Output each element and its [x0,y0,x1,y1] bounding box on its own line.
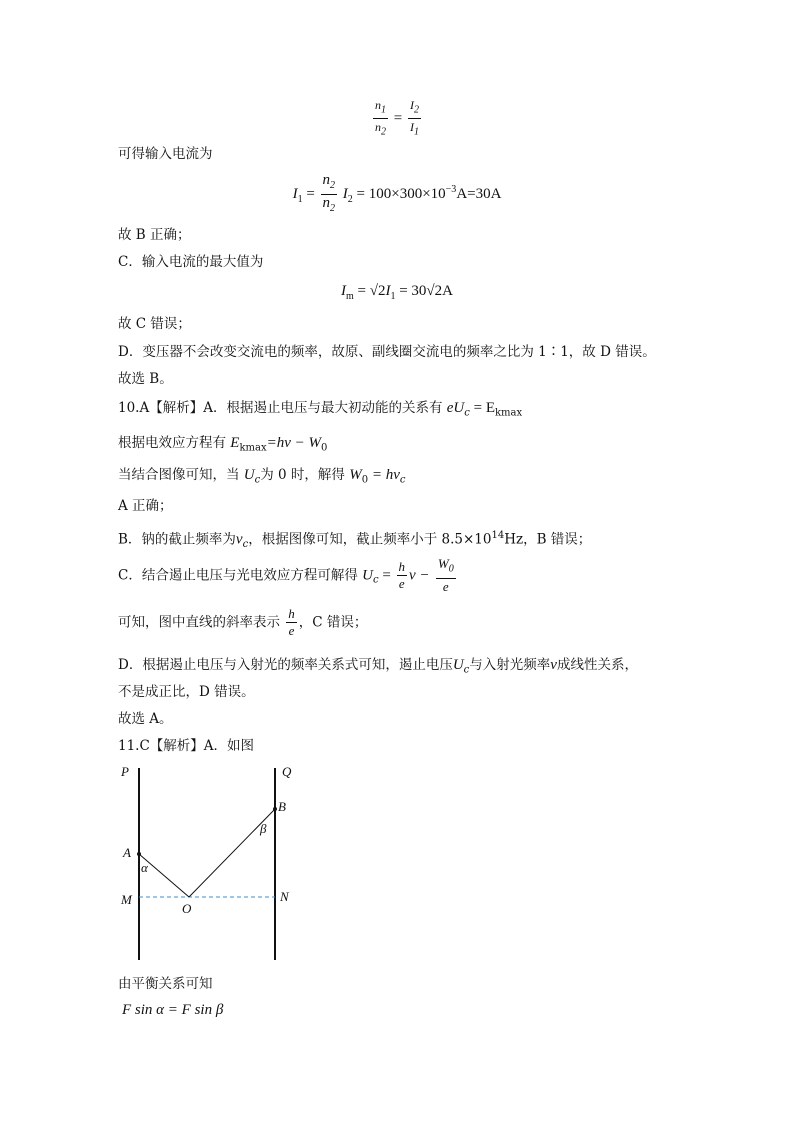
label-alpha: α [141,860,148,875]
point-B [273,807,277,811]
label-N: N [280,889,289,904]
label-P: P [121,764,129,779]
label-O: O [182,901,192,916]
text-line: D．根据遏止电压与入射光的频率关系式可知，遏止电压$U_c$与入射光频率ν成线性关系， [118,657,638,676]
label-Q: Q [282,764,292,779]
equation-turns-ratio: $\frac{n_1}{n_2}$ = $\frac{I_2}{I_1}$ [375,98,419,138]
text-line: 可得输入电流为 [118,146,213,162]
text-line: 故 C 错误； [118,316,191,332]
text-line: A 正确； [118,498,173,514]
text-line: D．变压器不会改变交流电的频率，故原、副线圈交流电的频率之比为 1∶1，故 D 错误。 [118,344,656,360]
q10-heading: 10.A【解析】A．根据遏止电压与最大初动能的关系有 $eU_c = E_{kmax}$ [118,400,523,419]
text-line: 故 B 正确； [118,227,191,243]
text-line: C．结合遏止电压与光电效应方程可解得 $U_c$ = $\frac{h}{e}$ ν − $\frac{W_0}{e}$ [118,556,454,594]
label-M: M [121,892,132,907]
text-line: C．输入电流的最大值为 [118,254,264,270]
text-line: 当结合图像可知，当 $U_c$为 0 时，解得 $W_0 = h\nu_c$ [118,467,406,486]
point-A [137,852,141,856]
text-line: 根据电效应方程有 $E_{kmax}=h\nu - W_0$ [118,435,328,454]
text-line: 可知，图中直线的斜率表示 $\frac{h}{e}$ ，C 错误； [118,606,368,638]
label-A: A [123,845,131,860]
equation-balance: F sin α = F sin β [122,1002,224,1018]
text-line: 由平衡关系可知 [118,976,213,992]
text-line: 故选 A。 [118,711,173,727]
force-diagram [110,760,310,965]
label-B: B [278,799,286,814]
text-line: 不是成正比，D 错误。 [118,684,255,700]
text-line: B．钠的截止频率为$\nu_c$，根据图像可知，截止频率小于 $8.5\times 10^{14}Hz$，B 错误； [118,530,592,551]
equation-input-current: $I_1$ = $\frac{n_2}{n_2}$ $I_2 = 100\times 300\times 10^{-3}A=30A$ [292,172,502,214]
q11-heading: 11.C【解析】A．如图 [118,738,255,754]
label-beta: β [260,821,267,836]
equation-max-current: $I_m = √2I_1 = 30√2A$ [340,283,453,302]
text-line: 故选 B。 [118,371,173,387]
